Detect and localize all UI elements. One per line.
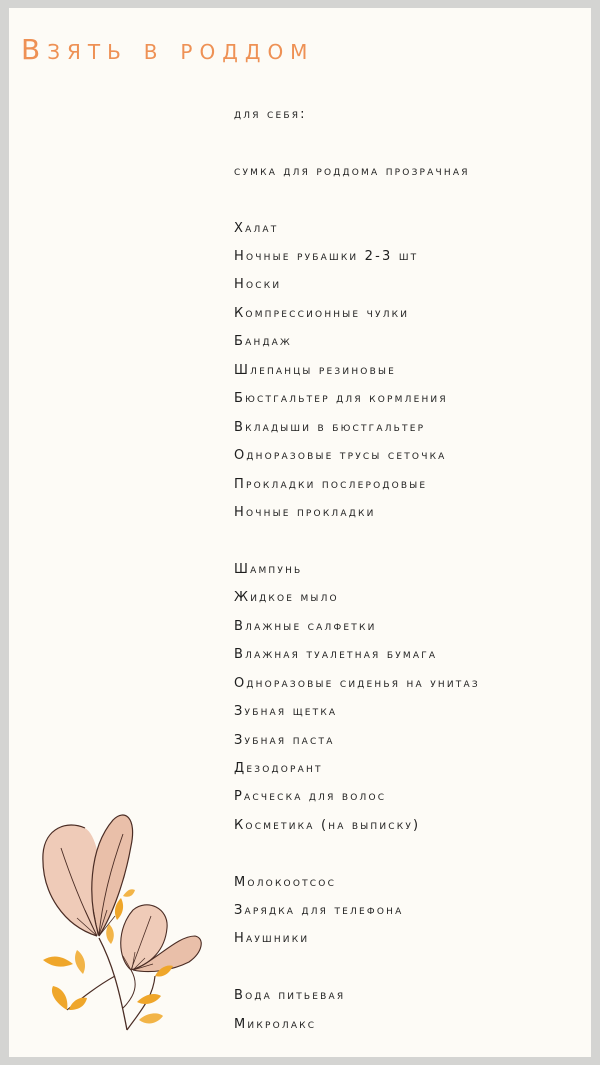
list-item: Бюстгальтер для кормления <box>234 391 448 406</box>
list-item: Влажная туалетная бумага <box>234 647 438 662</box>
list-item: Бандаж <box>234 334 292 349</box>
list-item: Одноразовые сиденья на унитаз <box>234 676 480 691</box>
list-item: для себя: <box>234 107 307 122</box>
list-item: Зубная щетка <box>234 704 338 719</box>
list-item: Косметика (на выписку) <box>234 818 421 833</box>
list-item: Микролакс <box>234 1017 317 1032</box>
list-item: Наушники <box>234 931 310 946</box>
list-item: Зарядка для телефона <box>234 903 404 918</box>
list-item: Носки <box>234 277 282 292</box>
list-item: Расческа для волос <box>234 789 387 804</box>
list-item: Вода питьевая <box>234 988 346 1003</box>
list-item: Шлепанцы резиновые <box>234 363 396 378</box>
list-item: Влажные салфетки <box>234 619 377 634</box>
flower-illustration-icon <box>27 798 212 1033</box>
page-title: Взять в роддом <box>21 33 315 66</box>
list-item: Ночные прокладки <box>234 505 376 520</box>
list-item: Прокладки послеродовые <box>234 477 428 492</box>
list-item: Дезодорант <box>234 761 323 776</box>
list-item: Халат <box>234 221 279 236</box>
list-item: Жидкое мыло <box>234 590 339 605</box>
list-item: Вкладыши в бюстгальтер <box>234 420 426 435</box>
list-item: Компрессионные чулки <box>234 306 410 321</box>
list-item: Ночные рубашки 2-3 шт <box>234 249 419 264</box>
list-item: Шампунь <box>234 562 303 577</box>
list-item: Одноразовые трусы сеточка <box>234 448 447 463</box>
list-item: Зубная паста <box>234 733 335 748</box>
list-item: Молокоотсос <box>234 875 337 890</box>
list-item: сумка для роддома прозрачная <box>234 164 470 179</box>
checklist-card <box>9 8 591 1057</box>
